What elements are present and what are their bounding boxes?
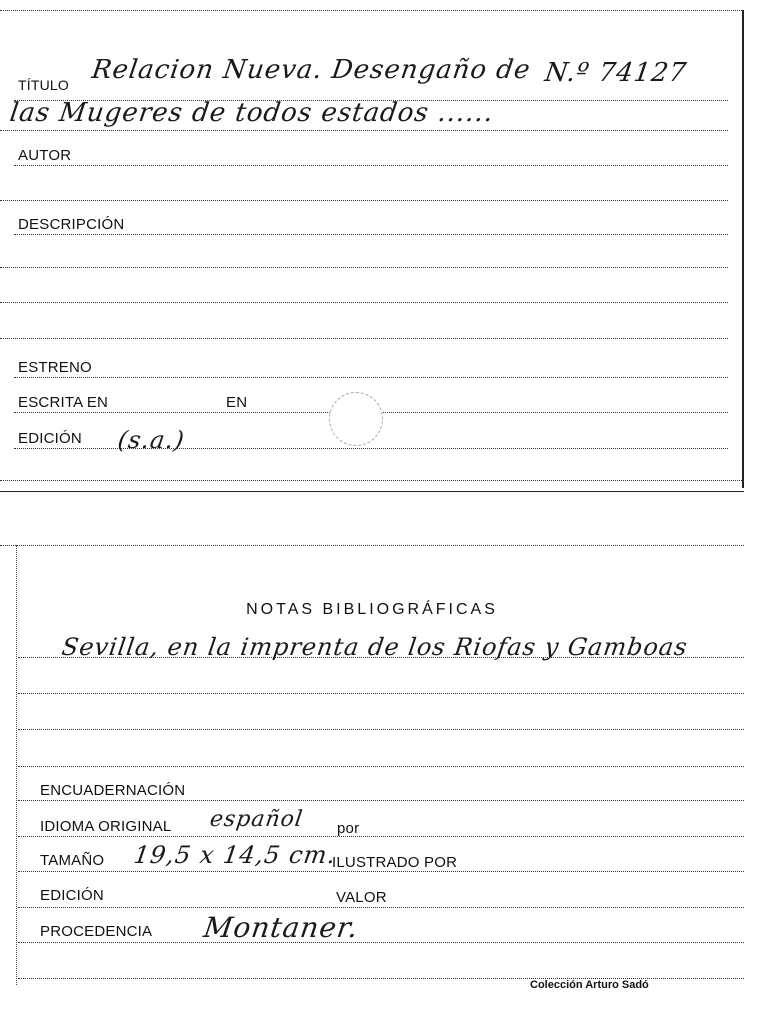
notas-line-4 [18,766,744,767]
idioma-line [18,836,744,837]
card-number: N.º 74127 [542,58,689,88]
notas-line-2 [18,693,744,694]
blank-line-2 [0,267,728,268]
card-right-border [742,10,744,488]
punch-hole-mark [329,392,383,446]
edicion-label-2: EDICIÓN [40,887,104,904]
descripcion-line [14,234,728,235]
notas-line-1 [18,657,744,658]
autor-label: AUTOR [18,147,72,164]
procedencia-line [18,942,744,943]
edicion-line [14,448,728,449]
escrita-en-label: ESCRITA EN [18,394,109,411]
catalog-card-top [0,10,744,488]
card-bottom-border [0,480,744,481]
titulo-value-continued: las Mugeres de todos estados ...... [7,98,496,128]
notas-heading: NOTAS BIBLIOGRÁFICAS [246,601,498,618]
estreno-label: ESTRENO [18,359,92,376]
ilustrado-label: ILUSTRADO POR [332,854,458,871]
encuadernacion-label: ENCUADERNACIÓN [40,782,186,799]
blank-line-1 [0,200,728,201]
procedencia-label: PROCEDENCIA [40,923,153,940]
notas-line-3 [18,729,744,730]
card-top-border [0,10,744,11]
blank-line-3 [0,302,728,303]
catalog-card-bottom [0,545,744,985]
autor-line [14,165,728,166]
encuadernacion-line [18,800,744,801]
descripcion-label: DESCRIPCIÓN [18,216,125,233]
edicion-label: EDICIÓN [18,430,82,447]
notas-value: Sevilla, en la imprenta de los Riofas y Gamboas [60,633,690,661]
tamano-label: TAMAÑO [40,852,105,869]
blank-line-4 [0,338,728,339]
separator-line [0,491,744,492]
edicion-line-2 [18,907,744,908]
edicion-value: (s.a.) [116,426,187,454]
tamano-line [18,871,744,872]
idioma-label: IDIOMA ORIGINAL [40,818,172,835]
collection-footer: Colección Arturo Sadó [530,979,649,991]
procedencia-value: Montaner. [201,911,361,944]
valor-label: VALOR [336,889,387,906]
card-top-border [0,545,744,546]
idioma-value: español [208,807,305,832]
titulo-line-2 [0,130,728,131]
por-label: por [337,820,360,837]
titulo-label: TÍTULO [18,77,69,93]
estreno-line [14,377,728,378]
titulo-value: Relacion Nueva. Desengaño de [89,55,533,85]
tamano-value: 19,5 x 14,5 cm. [132,841,339,869]
en-label: EN [226,394,248,411]
